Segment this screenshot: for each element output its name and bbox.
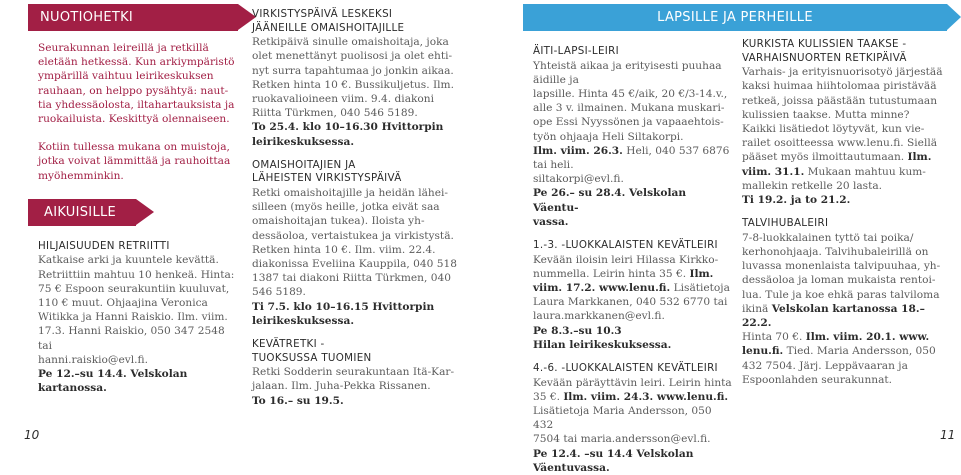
event-description <box>252 365 460 408</box>
text-line: Kotiin tullessa mukana on muistoja, <box>38 141 230 154</box>
event-heading <box>252 159 460 186</box>
text-line: kulissien taakse. Mutta minne? <box>742 108 910 121</box>
website: lenu.fi. <box>742 345 784 358</box>
price: nummella. Leirin hinta 35 €. <box>533 267 687 280</box>
text-line <box>533 267 733 281</box>
heading-line: JÄÄNEILLE OMAISHOITAJILLE <box>252 21 405 34</box>
text-line: dessäoloa ja loman mukaista rentoi- <box>742 274 936 287</box>
text-line: Kaikki lisätiedot löytyvät, kun vie- <box>742 123 925 135</box>
event-heading: HILJAISUUDEN RETRIITTI <box>38 239 170 252</box>
section-banner-nuotiohetki <box>28 4 238 31</box>
text-line: myöhemminkin. <box>38 169 124 182</box>
page-number-right: 11 <box>940 428 956 442</box>
event-location: Väentuvassa. <box>533 461 610 474</box>
registration-deadline: Ilm. viim. 26.3. <box>533 144 623 157</box>
intro-paragraph-2 <box>38 140 238 183</box>
text-line: kerhonohjaaja. Talvihubaleirillä on <box>742 246 929 259</box>
event-date: Pe 26.– su 28.4. Velskolan Väentu- <box>533 187 687 214</box>
text-line: 75 € Espoon seurakuntiin kuuluvat, <box>38 282 230 295</box>
event-date: Velskolan kartanossa 18.–22.2. <box>742 302 925 330</box>
text-line: retkeä, joissa päästään tutustumaan <box>742 94 938 107</box>
contact-email: laura.markkanen@evl.fi. <box>533 310 665 323</box>
text-line <box>742 150 954 164</box>
text-line: 17.3. Hanni Raiskio, 050 347 2548 tai <box>38 325 225 352</box>
text-line: Kevään päräyttävin leiri. Leirin hinta <box>533 376 732 389</box>
text-line: Espoonlahden seurakunnat. <box>742 373 893 386</box>
text-line: hanni.raiskio@evl.fi. <box>38 353 148 366</box>
contact-email: siltakorpi@evl.fi. <box>533 173 624 186</box>
intro-paragraph <box>38 41 238 126</box>
text-line: 1387 tai diakoni Riitta Türkmen, 040 <box>252 272 451 285</box>
text-line: dessäoloa, vertaistukea ja virkistystä. <box>252 229 454 242</box>
text-line: luvassa monenlaista talvipuuhaa, yh- <box>742 260 941 273</box>
text-line: silleen (myös heille, jotka eivät saa <box>252 201 440 214</box>
event-description <box>252 186 460 328</box>
text-line: eletään hetkessä. Kun arkiympäristö <box>38 56 235 69</box>
column-2 <box>252 8 460 408</box>
section-banner-aikuisille <box>28 199 136 226</box>
text-line: ympärillä vaihtuu leirikeskuksen <box>38 70 214 83</box>
heading-line: LÄHEISTEN VIRKISTYSPÄIVÄ <box>252 172 402 185</box>
text-line: 7-8-luokkalainen tyttö tai poika/ <box>742 231 914 244</box>
event-date: To 16.– su 19.5. <box>252 394 344 407</box>
text-line: Yhteistä aikaa ja erityisesti puuhaa äidille ja <box>533 59 722 86</box>
text-fragment: Mukaan mahtuu kum- <box>807 165 926 178</box>
text-line: Retki Sodderin seurakuntaan Itä-Kar- <box>252 366 455 379</box>
event-heading: 4.-6. -LUOKKALAISTEN KEVÄTLEIRI <box>533 362 718 375</box>
info-label: Lisätietoja <box>673 282 730 295</box>
text-line: olet menettänyt puolisosi ja olet ehti- <box>252 50 453 63</box>
event-heading: ÄITI-LAPSI-LEIRI <box>533 45 619 57</box>
event-date: Pe 12.–su 14.4. Velskolan kartanossa. <box>38 368 188 395</box>
text-line: ruokailuista. Keskittyä olennaiseen. <box>38 113 230 126</box>
section-banner-lapsille <box>523 4 947 31</box>
text-line: ope Essi Nyyssönen ja vapaaehtois- <box>533 116 724 129</box>
contact-info: Tied. Maria Andersson, 050 <box>786 345 936 358</box>
text-line <box>533 144 733 172</box>
text-line: Laura Markkanen, 040 532 6770 tai <box>533 296 728 309</box>
heading-line: OMAISHOITAJIEN JA <box>252 158 356 171</box>
event-description <box>742 65 954 207</box>
registration-label: Ilm. <box>907 151 932 164</box>
text-line: alle 3 v. ilmainen. Mukana muskari- <box>533 102 725 115</box>
text-line: nyt surra tapahtumaa jo jonkin aikaa. <box>252 64 454 77</box>
text-line: Witikka ja Hanni Raiskio. Ilm. viim. <box>38 311 228 324</box>
text-line: työn ohjaaja Heli Siltakorpi. <box>533 130 684 143</box>
text-line: railet osoitteessa www.lenu.fi. Siellä <box>742 137 938 150</box>
text-line: Kevään iloisin leiri Hilassa Kirkko- <box>533 253 719 266</box>
text-line <box>533 281 733 295</box>
event-location: vassa. <box>533 215 569 228</box>
text-line: jalaan. Ilm. Juha-Pekka Rissanen. <box>252 380 431 393</box>
event-location: leirikeskuksessa. <box>252 314 355 327</box>
text-line: tia yhdessäolosta, iltahartauksista ja <box>38 98 235 111</box>
event-description <box>742 231 954 387</box>
text-line: Seurakunnan leireillä ja retkillä <box>38 42 209 54</box>
text-line: Lisätietoja Maria Andersson, 050 432 <box>533 405 712 432</box>
text-fragment: pääset myös ilmoittautumaan. <box>742 151 905 164</box>
text-line: lua. Tule ja koe ehkä paras talviloma <box>742 288 940 301</box>
text-line: 432 7504. Järj. Leppävaaran ja <box>742 359 908 372</box>
event-heading <box>742 38 954 65</box>
text-line: Retkipäivä sinulle omaishoitaja, joka <box>252 36 449 49</box>
contact-email: 7504 tai maria.andersson@evl.fi. <box>533 433 711 446</box>
registration-label: Ilm. <box>689 267 714 280</box>
event-description <box>533 59 733 229</box>
page-number-left: 10 <box>24 428 40 442</box>
event-heading <box>252 8 460 35</box>
registration-deadline: Ilm. viim. 24.3. www.lenu.fi. <box>563 390 729 403</box>
event-heading <box>252 338 460 365</box>
event-location: Hilan leirikeskuksessa. <box>533 338 672 351</box>
text-line: 110 € muut. Ohjaajina Veronica <box>38 297 208 310</box>
event-date: Pe 8.3.–su 10.3 <box>533 324 622 337</box>
event-description <box>38 253 238 395</box>
text-line <box>742 302 954 330</box>
text-line: Retriittiin mahtuu 10 henkeä. Hinta: <box>38 268 235 281</box>
text-fragment: ikinä <box>742 302 769 315</box>
text-line <box>533 390 733 404</box>
heading-line: KURKISTA KULISSIEN TAAKSE - <box>742 38 907 50</box>
event-heading: TALVIHUBALEIRI <box>742 217 829 230</box>
text-line: Retki omaishoitajille ja heidän lähei- <box>252 187 448 199</box>
event-description <box>252 35 460 149</box>
contact-info: Heli, 040 537 6876 tai heli. <box>533 144 730 172</box>
banner-title: NUOTIOHETKI <box>40 10 134 25</box>
text-line <box>742 165 954 179</box>
event-description <box>533 253 733 352</box>
price: Hinta 70 €. <box>742 331 803 344</box>
registration-deadline: viim. 17.2. www.lenu.fi. <box>533 282 671 295</box>
text-line: rauhaan, on helppo pysähtyä: naut- <box>38 84 229 97</box>
event-date: Ti 19.2. ja to 21.2. <box>742 194 851 207</box>
registration-deadline: viim. 31.1. <box>742 165 805 178</box>
text-line: Riitta Türkmen, 040 546 5189. <box>252 107 418 120</box>
column-1 <box>38 0 238 395</box>
event-date: Ti 7.5. klo 10–16.15 Hvittorpin <box>252 300 435 313</box>
price: 35 €. <box>533 390 560 403</box>
text-line: jotka voivat lämmittää ja rauhoittaa <box>38 155 231 168</box>
text-line: Retken hinta 10 €. Ilm. viim. 22.4. <box>252 243 436 256</box>
text-line: ruokavalioineen viim. 9.4. diakoni <box>252 93 435 105</box>
event-location: leirikeskuksessa. <box>252 135 355 148</box>
event-date: To 25.4. klo 10–16.30 Hvittorpin <box>252 121 444 134</box>
text-line <box>742 330 954 344</box>
event-date: Pe 12.4. –su 14.4 Velskolan <box>533 447 694 460</box>
heading-line: VIRKISTYSPÄIVÄ LESKEKSI <box>252 8 393 20</box>
text-line: mallekin retkelle 20 lasta. <box>742 179 883 192</box>
heading-line: TUOKSUSSA TUOMIEN <box>252 351 372 364</box>
text-line: kaksi huimaa hiihtolomaa piristävää <box>742 80 937 93</box>
column-4 <box>742 38 954 387</box>
heading-line: VARHAISNUORTEN RETKIPÄIVÄ <box>742 51 907 64</box>
heading-line: KEVÄTRETKI - <box>252 338 325 351</box>
text-line: Katkaise arki ja kuuntele kevättä. <box>38 254 219 267</box>
text-line: 546 5189. <box>252 286 306 299</box>
text-line <box>742 344 954 358</box>
text-line: Varhais- ja erityisnuorisotyö järjestää <box>742 66 943 79</box>
registration-deadline: Ilm. viim. 20.1. www. <box>805 331 930 344</box>
text-line: omaishoitajan tukea). Iloista yh- <box>252 215 425 228</box>
banner-title: LAPSILLE JA PERHEILLE <box>657 10 813 25</box>
text-line: Retken hinta 10 €. Bussikuljetus. Ilm. <box>252 78 454 91</box>
event-description <box>533 376 733 475</box>
text-line: diakonissa Eveliina Kauppila, 040 518 <box>252 258 457 271</box>
text-line: lapsille. Hinta 45 €/aik, 20 €/3-14.v., <box>533 88 728 100</box>
event-heading: 1.-3. -LUOKKALAISTEN KEVÄTLEIRI <box>533 239 718 252</box>
banner-title: AIKUISILLE <box>44 204 117 220</box>
